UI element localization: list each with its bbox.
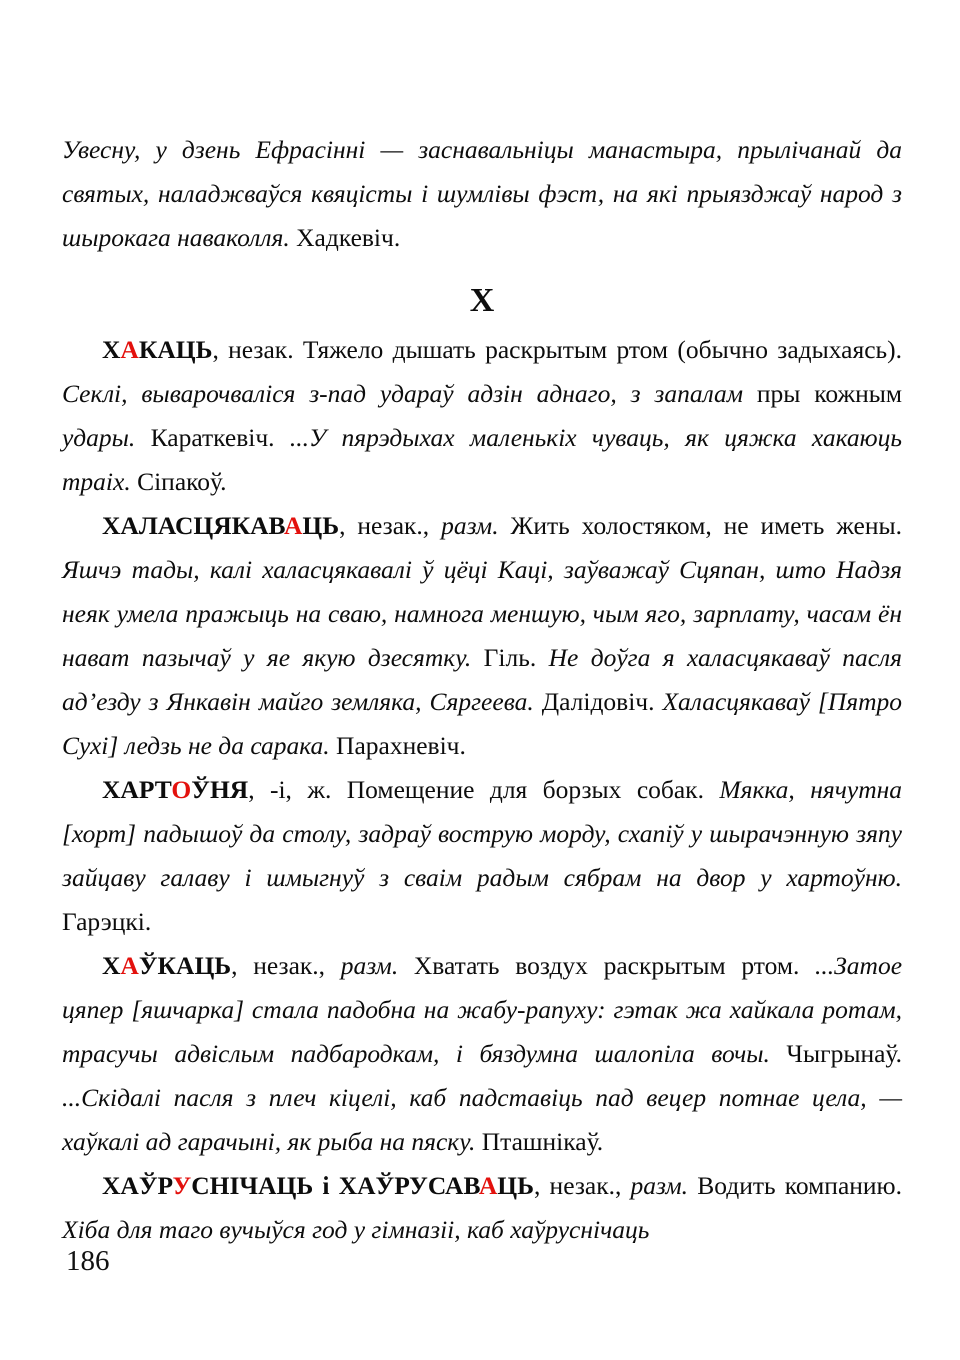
entry-haukac — [62, 944, 902, 1164]
entry-haukac-definition: Хватать воздух раскрытым ртом. — [413, 951, 816, 980]
entry-halascakavac — [62, 504, 902, 768]
headword-halascakavac-post: ЦЬ — [302, 511, 340, 540]
entry-halascakavac-citation-3: Халасцякаваў [Пятро Сухі] ледзь не да сарака. — [62, 687, 903, 760]
entry-hartounia-citation-1: Мякка, нячутна [хорт] падышоў да столу, задраў вострую морду, схапіў у шырачэнную зяпу зайцаву галаву і шмыгнуў з сваім радым сябрам на двор у хартоўню. — [62, 775, 903, 892]
entry-hartounia-grammar: , -і, ж. — [248, 775, 332, 804]
entry-halascakavac-source-1: Гіль. — [471, 643, 537, 672]
section-letter-heading: Х — [469, 282, 495, 319]
headword-haurusnicac-pre: ХАЎР — [102, 1171, 173, 1200]
entry-halascakavac-citation-2: Не доўга я халасцякаваў пасля ад’езду з Янкавін майго земляка, Сяргеева. — [62, 643, 902, 716]
entry-hakac-source-2: Сіпакоў. — [130, 467, 227, 496]
headword-haurusnicac-post: СНІЧАЦЬ — [191, 1171, 314, 1200]
headword-haurusavac-stress: А — [478, 1171, 498, 1200]
lead-citation-text: Увесну, у дзень Ефрасінні — заснавальніцы манастыра, прылічанай да святых, наладжваўся квяцісты і шумлівы фэст, на які прыязджаў народ з шырокага наваколля. — [62, 135, 902, 252]
entry-hartounia — [62, 768, 902, 944]
entry-hakac — [62, 328, 902, 504]
page-text-column — [62, 128, 902, 1252]
headword-halascakavac-pre: ХАЛАСЦЯКАВ — [102, 511, 284, 540]
entry-hakac-grammar: , незак. — [212, 335, 294, 364]
headword-haurusavac-pre: ХАЎРУСАВ — [338, 1171, 479, 1200]
headword-conjunction: і — [313, 1171, 339, 1200]
headword-hakac-pre: Х — [102, 335, 121, 364]
entry-halascakavac-grammar: , незак., — [339, 511, 430, 540]
entry-haurusnicac-grammar: , незак., — [533, 1171, 622, 1200]
entry-haurusnicac-definition: Водить компанию. — [697, 1171, 902, 1200]
entry-haukac-grammar: , незак., — [231, 951, 326, 980]
entry-haurusnicac — [62, 1164, 902, 1252]
headword-hakac-stress: А — [120, 335, 139, 364]
entry-hakac-citation-1-mid-roman: пры кожным — [743, 379, 902, 408]
headword-haurusavac-post: ЦЬ — [497, 1171, 534, 1200]
entry-haurusnicac-grammar-italic: разм. — [630, 1171, 689, 1200]
page-number: 186 — [66, 1245, 110, 1277]
entry-hakac-definition: Тяжело дышать раскрытым ртом (обычно задыхаясь). — [302, 335, 903, 364]
headword-haurusnicac-stress: У — [172, 1171, 192, 1200]
lead-paragraph — [62, 128, 902, 260]
headword-haukac-pre: Х — [102, 951, 121, 980]
entry-haukac-citation-2: ...Скідалі пасля з плеч кіцелі, каб падставіць пад вецер потнае цела, — хаўкалі ад гарачыні, як рыба на пяску. — [62, 1083, 902, 1156]
headword-hartounia-post: ЎНЯ — [191, 775, 249, 804]
entry-haukac-source-2: Пташнікаў. — [475, 1127, 604, 1156]
headword-hakac-post: КАЦЬ — [138, 335, 213, 364]
entry-halascakavac-definition: Жить холостяком, не иметь жены. — [510, 511, 903, 540]
entry-hakac-citation-2: ...У пярэдыхах маленькіх чуваць, як цяжка хакаюць траіх. — [62, 423, 902, 496]
headword-halascakavac-stress: А — [283, 511, 303, 540]
entry-haurusnicac-citation-1: Хіба для таго вучыўся год у гімназіі, каб хаўруснічаць — [62, 1215, 650, 1244]
headword-haukac-post: ЎКАЦЬ — [138, 951, 232, 980]
entry-hartounia-definition: Помещение для борзых собак. — [346, 775, 720, 804]
entry-halascakavac-grammar-italic: разм. — [441, 511, 499, 540]
headword-haukac-stress: А — [120, 951, 139, 980]
entry-halascakavac-source-3: Парахневіч. — [329, 731, 466, 760]
entry-hakac-citation-1: Секлі, выварочваліся з-пад удараў адзін аднаго, з запалам — [62, 379, 744, 408]
headword-hartounia-pre: ХАРТ — [102, 775, 172, 804]
entry-halascakavac-citation-1: Яшчэ тады, калі халасцякавалі ў цёці Каці, заўважаў Сцяпан, што Надзя неяк умела пражыць на сваю, намнога меншую, чым яго, зарплату, часам ён нават пазычаў у яе якую дзесятку. — [62, 555, 902, 672]
entry-haukac-grammar-italic: разм. — [340, 951, 399, 980]
entry-halascakavac-source-2: Далідовіч. — [533, 687, 655, 716]
lead-citation-source: Хадкевіч. — [289, 223, 401, 252]
entry-hakac-source-1: Караткевіч. — [135, 423, 275, 452]
headword-hartounia-stress: О — [171, 775, 192, 804]
entry-hartounia-source-1: Гарэцкі. — [62, 907, 152, 936]
entry-haukac-citation-1: ...Затое цяпер [яшчарка] стала падобна на жабу-рапуху: гэтак жа хайкала ротам, трасучы адвіслым падбародкам, і бяздумна шалопіла вочы. — [62, 951, 903, 1068]
entry-haukac-source-1: Чыгрынаў. — [769, 1039, 903, 1068]
entry-hakac-citation-1-italic-b: удары. — [62, 423, 136, 452]
